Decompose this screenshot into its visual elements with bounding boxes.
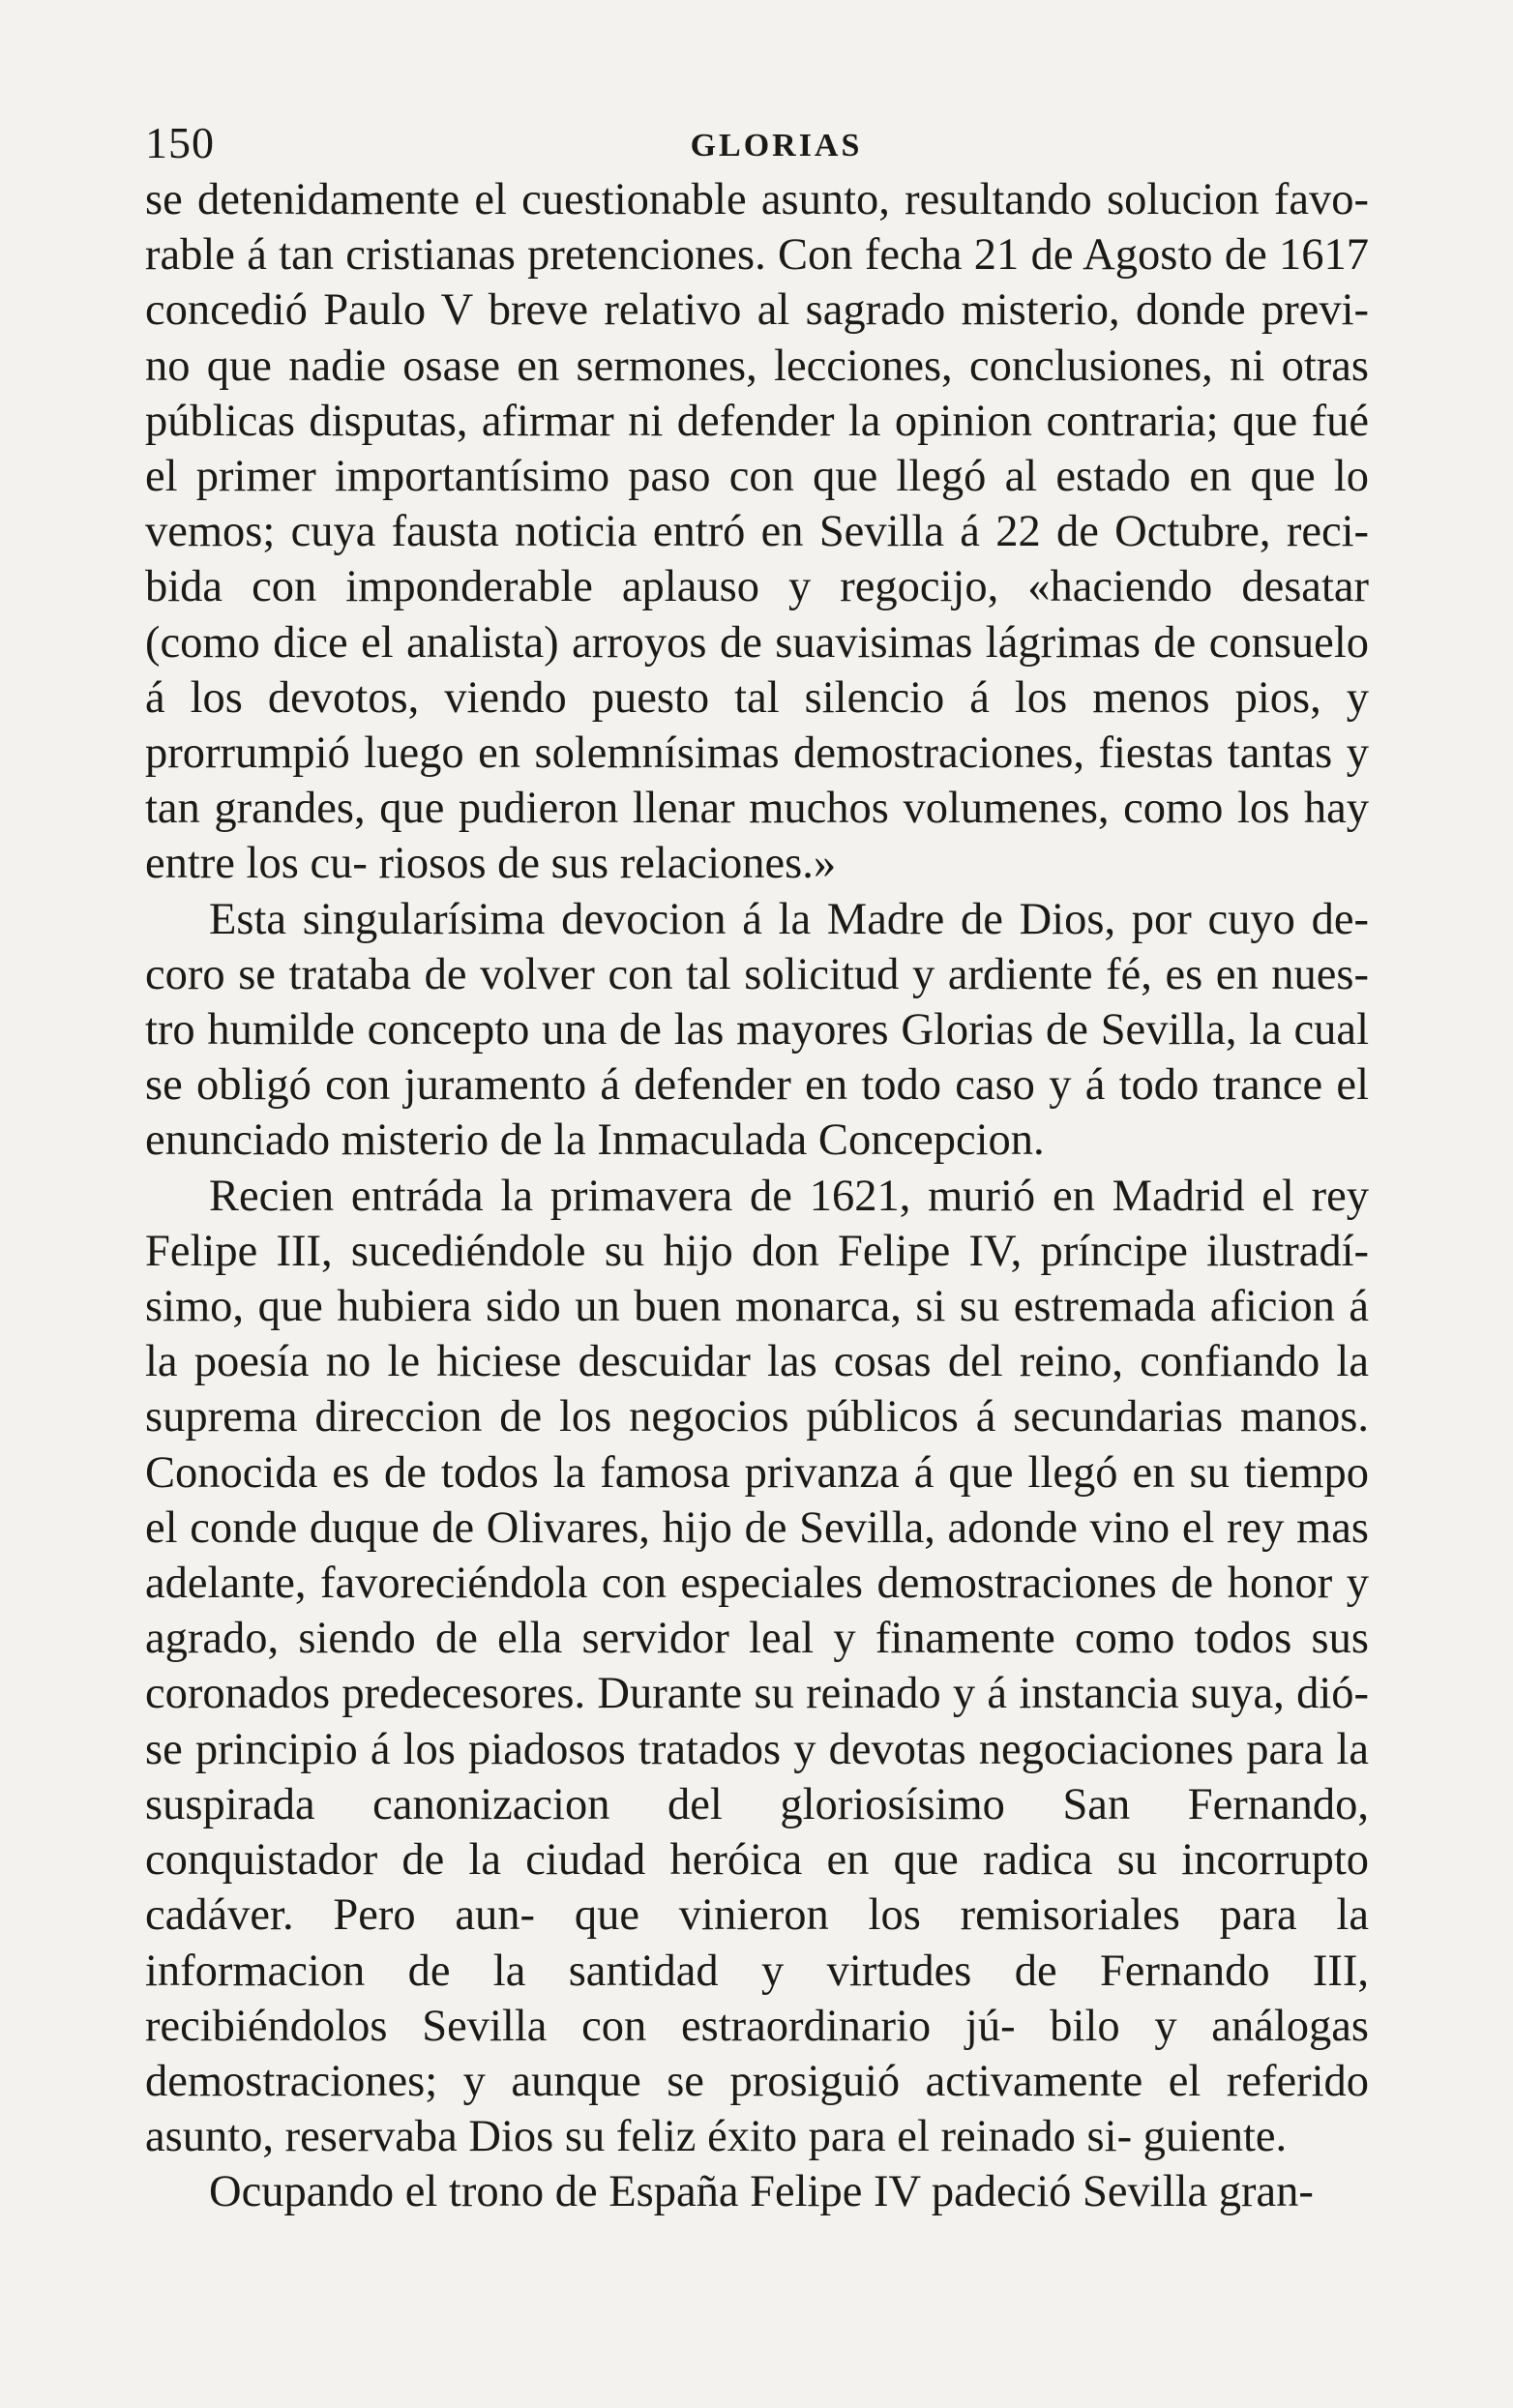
- paragraph: Esta singularísima devocion á la Madre de Dios, por cuyo de- coro se trataba de volver con tal solicitud y ardiente fé, es en nues- tro humilde concepto una de las mayores Glorias de Sevilla, la cual se obligó con juramento á defender en todo caso y á todo trance el enunciado misterio de la Inmaculada Concepcion.: [145, 894, 1369, 1166]
- running-title: GLORIAS: [690, 128, 863, 164]
- paragraph: Recien entráda la primavera de 1621, murió en Madrid el rey Felipe III, sucediéndole su hijo don Felipe IV, príncipe ilustradí- simo, que hubiera sido un buen monarca, si su estremada aficion á la poesía no le hiciese descuidar las cosas del reino, confiando la suprema direccion de los negocios públicos á secundarias manos. Conocida es de todos la famosa privanza á que llegó en su tiempo el conde duque de Olivares, hijo de Sevilla, adonde vino el rey mas adelante, favoreciéndola con especiales demostraciones de honor y agrado, siendo de ella servidor leal y finamente como todos sus coronados predecesores. Durante su reinado y á instancia suya, dió- se principio á los piadosos tratados y devotas negociaciones para la suspirada canonizacion del gloriosísimo San Fernando, conquistador de la ciudad heróica en que radica su incorrupto cadáver. Pero aun- que vinieron los remisoriales para la informacion de la santidad y virtudes de Fernando III, recibiéndolos Sevilla con estraordinario jú- bilo y análogas demostraciones; y aunque se prosiguió activamente el referido asunto, reservaba Dios su feliz éxito para el reinado si- guiente.: [145, 1171, 1369, 2162]
- page-number: 150: [145, 118, 215, 167]
- paragraph: se detenidamente el cuestionable asunto, resultando solucion favo- rable á tan cristianas pretenciones. Con fecha 21 de Agosto de 1617 concedió Paulo V breve relativo al sagrado misterio, donde previ- no que nadie osase en sermones, lecciones, conclusiones, ni otras públicas disputas, afirmar ni defender la opinion contraria; que fué el primer importantísimo paso con que llegó al estado en que lo vemos; cuya fausta noticia entró en Sevilla á 22 de Octubre, reci- bida con imponderable aplauso y regocijo, «haciendo desatar (como dice el analista) arroyos de suavisimas lágrimas de consuelo á los devotos, viendo puesto tal silencio á los menos pios, y prorrumpió luego en solemnísimas demostraciones, fiestas tantas y tan grandes, que pudieron llenar muchos volumenes, como los hay entre los cu- riosos de sus relaciones.»: [145, 175, 1369, 889]
- body-text: [145, 172, 1369, 2220]
- paragraph: Ocupando el trono de España Felipe IV padeció Sevilla gran-: [209, 2167, 1314, 2217]
- page-header: [145, 114, 1369, 172]
